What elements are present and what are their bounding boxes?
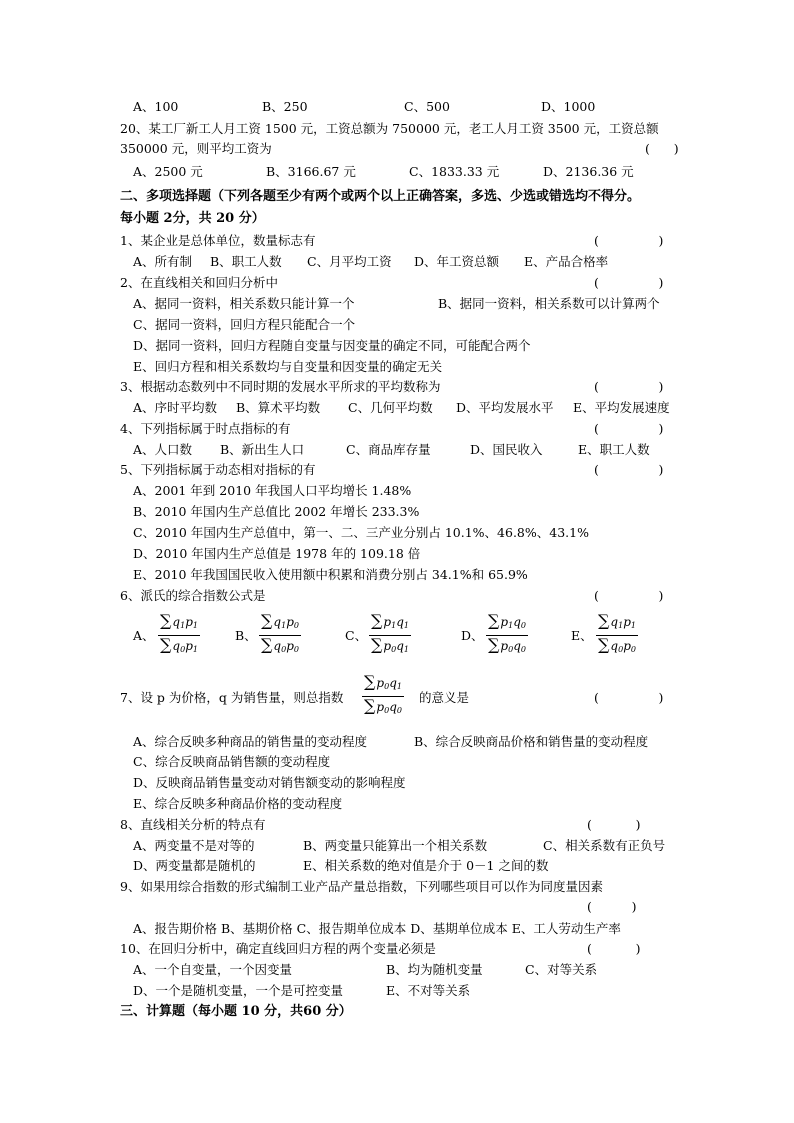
q9-options: A、报告期价格 B、基期价格 C、报告期单位成本 D、基期单位成本 E、工人劳动生产率 — [133, 921, 621, 936]
q20-option-d: D、2136.36 元 — [543, 164, 634, 179]
q19-option-d: D、1000 — [541, 99, 596, 114]
q8-option-d: D、两变量都是随机的 — [133, 858, 256, 873]
q5-option-c: C、2010 年国内生产总值中，第一、二、三产业分别占 10.1%、46.8%、43.1% — [133, 525, 589, 540]
q1-option-d: D、年工资总额 — [414, 254, 500, 269]
q3-option-e: E、平均发展速度 — [573, 400, 670, 415]
q3-stem: 3、根据动态数列中不同时期的发展水平所求的平均数称为 — [120, 379, 441, 394]
q4-option-c: C、商品库存量 — [346, 442, 431, 457]
q4-option-d: D、国民收入 — [470, 442, 543, 457]
q1-stem: 1、某企业是总体单位，数量标志有 — [120, 233, 316, 248]
q5-option-d: D、2010 年国内生产总值是 1978 年的 109.18 倍 — [133, 546, 421, 561]
q10-option-e: E、不对等关系 — [386, 983, 471, 998]
q7-option-d: D、反映商品销售量变动对销售额变动的影响程度 — [133, 775, 406, 790]
q6-option-a-label: A、 — [133, 628, 155, 643]
q6-answer-paren: ( ) — [594, 588, 664, 603]
q2-option-d: D、据同一资料，回归方程随自变量与因变量的确定不同，可能配合两个 — [133, 338, 531, 353]
q20-answer-paren: ( ) — [645, 141, 679, 156]
q6-option-d-label: D、 — [461, 628, 484, 643]
q2-stem: 2、在直线相关和回归分析中 — [120, 275, 278, 290]
q20-option-b: B、3166.67 元 — [266, 164, 356, 179]
q19-option-b: B、250 — [262, 99, 308, 114]
q5-answer-paren: ( ) — [594, 462, 664, 477]
q6-formula-c: $\frac{\sum p_1q_1}{\sum p_0q_1}$ — [371, 611, 409, 654]
q6-stem: 6、派氏的综合指数公式是 — [120, 588, 266, 603]
q4-option-b: B、新出生人口 — [220, 442, 305, 457]
q7-formula: $\frac{\sum p_0q_1}{\sum p_0q_0}$ — [364, 672, 402, 715]
q1-option-e: E、产品合格率 — [524, 254, 609, 269]
q1-answer-paren: ( ) — [594, 233, 664, 248]
q6-formula-d: $\frac{\sum p_1q_0}{\sum p_0q_0}$ — [488, 611, 526, 654]
q10-option-c: C、对等关系 — [525, 962, 598, 977]
q4-answer-paren: ( ) — [594, 421, 664, 436]
q3-option-d: D、平均发展水平 — [456, 400, 554, 415]
q2-option-a: A、据同一资料，相关系数只能计算一个 — [133, 296, 355, 311]
section3-title: 三、计算题（每小题 10 分，共60 分） — [120, 1004, 352, 1019]
q8-answer-paren: ( ) — [587, 817, 641, 832]
q6-formula-a: $\frac{\sum q_1p_1}{\sum q_0p_1}$ — [160, 611, 198, 654]
q3-option-c: C、几何平均数 — [348, 400, 433, 415]
q2-option-e: E、回归方程和相关系数均与自变量和因变量的确定无关 — [133, 359, 443, 374]
q20-option-c: C、1833.33 元 — [409, 164, 500, 179]
q8-option-a: A、两变量不是对等的 — [133, 838, 255, 853]
q10-option-b: B、均为随机变量 — [386, 962, 483, 977]
q2-option-b: B、据同一资料，相关系数可以计算两个 — [438, 296, 660, 311]
q6-formula-b: $\frac{\sum q_1p_0}{\sum q_0p_0}$ — [261, 611, 299, 654]
q7-stem-pre: 7、设 p 为价格，q 为销售量，则总指数 — [120, 690, 344, 705]
section2-title-line1: 二、多项选择题（下列各题至少有两个或两个以上正确答案，多选、少选或错选均不得分。 — [120, 189, 641, 204]
q4-option-a: A、人口数 — [133, 442, 193, 457]
q8-option-e: E、相关系数的绝对值是介于 0－1 之间的数 — [303, 858, 549, 873]
q10-option-a: A、一个自变量，一个因变量 — [133, 962, 293, 977]
q20-stem-line1: 20、某工厂新工人月工资 1500 元，工资总额为 750000 元，老工人月工资 3500 元，工资总额 — [120, 121, 659, 136]
q6-option-e-label: E、 — [571, 628, 593, 643]
q7-answer-paren: ( ) — [594, 690, 664, 705]
q7-option-b: B、综合反映商品价格和销售量的变动程度 — [414, 734, 649, 749]
q7-option-e: E、综合反映多种商品价格的变动程度 — [133, 796, 343, 811]
q3-answer-paren: ( ) — [594, 379, 664, 394]
q2-answer-paren: ( ) — [594, 275, 664, 290]
q1-option-b: B、职工人数 — [210, 254, 282, 269]
q7-option-a: A、综合反映多种商品的销售量的变动程度 — [133, 734, 368, 749]
q1-option-a: A、所有制 — [133, 254, 193, 269]
q5-option-e: E、2010 年我国国民收入使用额中积累和消费分别占 34.1%和 65.9% — [133, 567, 528, 582]
q4-option-e: E、职工人数 — [578, 442, 650, 457]
q9-stem: 9、如果用综合指数的形式编制工业产品产量总指数，下列哪些项目可以作为同度量因素 — [120, 879, 603, 894]
section2-title-line2: 每小题 2分，共 20 分） — [120, 211, 265, 226]
q10-option-d: D、一个是随机变量，一个是可控变量 — [133, 983, 344, 998]
q20-stem-line2: 350000 元，则平均工资为 — [120, 141, 272, 156]
q20-option-a: A、2500 元 — [133, 164, 203, 179]
q1-option-c: C、月平均工资 — [307, 254, 392, 269]
q5-option-b: B、2010 年国内生产总值比 2002 年增长 233.3% — [133, 504, 420, 519]
q3-option-b: B、算术平均数 — [236, 400, 321, 415]
q6-option-c-label: C、 — [345, 628, 368, 643]
q6-formula-e: $\frac{\sum q_1p_1}{\sum q_0p_0}$ — [598, 611, 636, 654]
q4-stem: 4、下列指标属于时点指标的有 — [120, 421, 291, 436]
q8-option-b: B、两变量只能算出一个相关系数 — [303, 838, 488, 853]
q7-stem-post: 的意义是 — [419, 690, 470, 705]
q10-stem: 10、在回归分析中，确定直线回归方程的两个变量必须是 — [120, 941, 436, 956]
q9-answer-paren: ( ) — [587, 899, 637, 914]
q10-answer-paren: ( ) — [587, 941, 641, 956]
q5-stem: 5、下列指标属于动态相对指标的有 — [120, 462, 316, 477]
q19-option-c: C、500 — [404, 99, 450, 114]
q5-option-a: A、2001 年到 2010 年我国人口平均增长 1.48% — [133, 483, 412, 498]
q19-option-a: A、100 — [133, 99, 179, 114]
q2-option-c: C、据同一资料，回归方程只能配合一个 — [133, 317, 356, 332]
q6-option-b-label: B、 — [235, 628, 257, 643]
q8-option-c: C、相关系数有正负号 — [543, 838, 666, 853]
q8-stem: 8、直线相关分析的特点有 — [120, 817, 266, 832]
q7-option-c: C、综合反映商品销售额的变动程度 — [133, 754, 331, 769]
q3-option-a: A、序时平均数 — [133, 400, 218, 415]
